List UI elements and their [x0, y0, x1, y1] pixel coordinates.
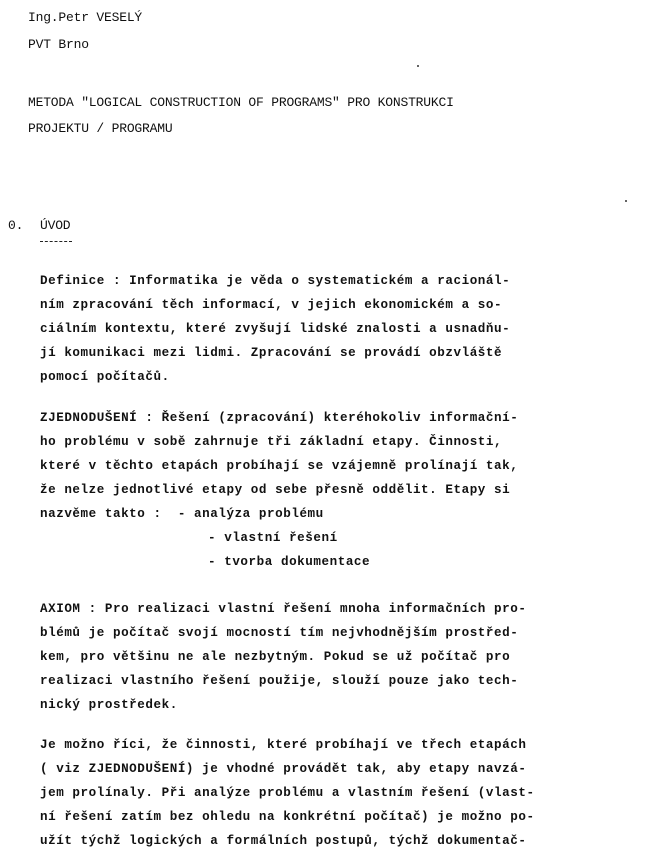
- zjednoduseni-line: ho problému v sobě zahrnuje tři základní etapy. Činnosti,: [40, 435, 503, 449]
- zjednoduseni-line: které v těchto etapách probíhají se vzájemně prolínají tak,: [40, 459, 519, 473]
- axiom-line: kem, pro většinu ne ale nezbytným. Pokud se už počítač pro: [40, 650, 511, 664]
- document-title-line-2: PROJEKTU / PROGRAMU: [28, 121, 173, 136]
- axiom-line: AXIOM : Pro realizaci vlastní řešení mnoha informačních pro-: [40, 602, 527, 616]
- section-title: ÚVOD: [40, 218, 71, 233]
- definice-line: jí komunikaci mezi lidmi. Zpracování se provádí obzvláště: [40, 346, 503, 360]
- etapa-list-item: - vlastní řešení: [208, 531, 338, 545]
- definice-line: Definice : Informatika je věda o systematickém a racionál-: [40, 274, 511, 288]
- closing-paragraph-line: ní řešení zatím bez ohledu na konkrétní počítač) je možno po-: [40, 810, 535, 824]
- scan-speck: [625, 200, 627, 202]
- zjednoduseni-line: nazvěme takto : - analýza problému: [40, 507, 324, 521]
- closing-paragraph-line: jem prolínaly. Při analýze problému a vlastním řešení (vlast-: [40, 786, 535, 800]
- section-number: 0.: [8, 218, 24, 233]
- zjednoduseni-line: ZJEDNODUŠENÍ : Řešení (zpracování) kteréhokoliv informační-: [40, 411, 519, 425]
- axiom-line: nický prostředek.: [40, 698, 178, 712]
- definice-line: ním zpracování těch informací, v jejich ekonomickém a so-: [40, 298, 503, 312]
- definice-line: ciálním kontextu, které zvyšují lidské znalosti a usnadňu-: [40, 322, 511, 336]
- etapa-list-item: - tvorba dokumentace: [208, 555, 371, 569]
- section-title-underline: [40, 241, 72, 242]
- document-title-line-1: METODA "LOGICAL CONSTRUCTION OF PROGRAMS" PRO KONSTRUKCI: [28, 95, 454, 110]
- author-organization: PVT Brno: [28, 37, 89, 52]
- zjednoduseni-line: že nelze jednotlivé etapy od sebe přesně oddělit. Etapy si: [40, 483, 511, 497]
- author-name: Ing.Petr VESELÝ: [28, 10, 143, 25]
- closing-paragraph-line: užít týchž logických a formálních postupů, týchž dokumentač-: [40, 834, 527, 848]
- scan-speck: [417, 65, 419, 67]
- closing-paragraph-line: ( viz ZJEDNODUŠENÍ) je vhodné provádět tak, aby etapy navzá-: [40, 762, 527, 776]
- axiom-line: realizaci vlastního řešení použije, slouží pouze jako tech-: [40, 674, 519, 688]
- closing-paragraph-line: Je možno říci, že činnosti, které probíhají ve třech etapách: [40, 738, 527, 752]
- definice-line: pomocí počítačů.: [40, 370, 170, 384]
- axiom-line: blémů je počítač svojí mocností tím nejvhodnějším prostřed-: [40, 626, 519, 640]
